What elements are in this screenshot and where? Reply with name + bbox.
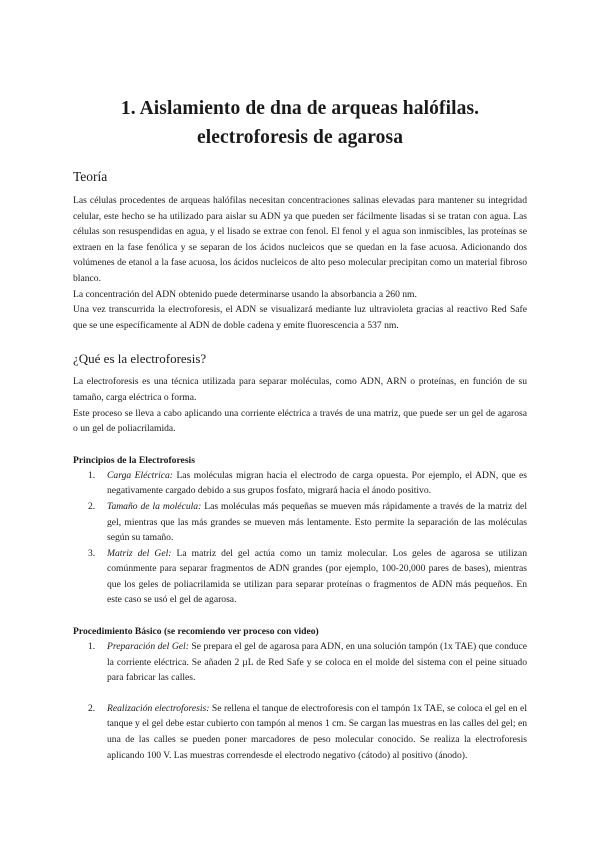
- list-item: [88, 701, 527, 763]
- list-item: [88, 639, 527, 686]
- teoria-paragraph-2: La concentración del ADN obtenido puede determinarse usando la absorbancia a 260 nm.: [73, 288, 417, 300]
- electroforesis-heading: ¿Qué es la electroforesis?: [73, 351, 207, 367]
- page-title: [73, 0, 527, 152]
- teoria-heading: Teoría: [73, 169, 108, 184]
- principios-heading: Principios de la Electroforesis: [73, 454, 195, 466]
- list-number: 3.: [88, 547, 96, 559]
- list-item-text: Se rellena el tanque de electroforesis con el tampón 1x TAE, se coloca el gel en el tanque y el gel debe estar cubierto con tampón al menos 1 cm. Se cargan las muestras en las calles del gel; en una de las calles se pueden poner marcadores de peso molecular conocido. Se realiza la electroforesis aplicando 100 V. Las muestras correndesde el electrodo negativo (cátodo) al positivo (ánodo).: [107, 702, 527, 761]
- list-number: 1.: [88, 469, 96, 481]
- list-item-label: Realización electroforesis:: [107, 702, 210, 714]
- list-item-text: Las moléculas más pequeñas se mueven más rápidamente a través de la matriz del gel, mientras que las más grandes se mueven más lentamente. Esto permite la separación de las moléculas según su tamaño.: [107, 500, 527, 544]
- teoria-paragraph-3: Una vez transcurrida la electroforesis, el ADN se visualizará mediante luz ultravioleta gracias al reactivo Red Safe que se une específicamente al ADN de doble cadena y emite fluorescencia a 537 nm.: [73, 304, 527, 331]
- procedimiento-list: [73, 639, 527, 763]
- list-number: 2.: [88, 702, 96, 714]
- list-item: [88, 499, 527, 546]
- list-item-label: Matriz del Gel:: [107, 547, 172, 559]
- list-number: 1.: [88, 641, 96, 653]
- principios-list: [73, 468, 527, 608]
- list-item: [88, 468, 527, 499]
- list-number: 2.: [88, 500, 96, 512]
- list-item-text: Se prepara el gel de agarosa para ADN, en una solución tampón (1x TAE) que conduce la corriente eléctrica. Se añaden 2 µL de Red Safe y se coloca en el molde del sistema con el peine situado para fabricar las calles.: [107, 641, 527, 684]
- title-line-2: electroforesis de agarosa: [196, 127, 404, 148]
- list-item-label: Carga Eléctrica:: [107, 469, 173, 481]
- list-item-text: Las moléculas migran hacia el electrodo de carga opuesta. Por ejemplo, el ADN, que es negativamente cargado debido a sus grupos fosfato, migrará hacia el ánodo positivo.: [107, 469, 527, 497]
- title-line-1: 1. Aislamiento de dna de arqueas halófilas.: [120, 98, 480, 119]
- procedimiento-heading: Procedimiento Básico (se recomiendo ver proceso con video): [73, 626, 319, 638]
- list-item-label: Preparación del Gel:: [107, 641, 189, 653]
- teoria-paragraph-1: Las células procedentes de arqueas halófilas necesitan concentraciones salinas elevadas para mantener su integridad celular, este hecho se ha utilizado para aislar su ADN ya que pueden ser fácilmente lisadas si se tratan con agua. Las células son resuspendidas en agua, y el lisado se extrae con fenol. El fenol y el agua son inmiscibles, las proteínas se extraen en la fase fenólica y se separan de los ácidos nucleicos que se quedan en la fase acuosa. Adicionando dos volúmenes de etanol a la fase acuosa, los ácidos nucleicos de alto peso molecular precipitan como un material fibroso blanco.: [73, 195, 527, 284]
- list-item-text: La matriz del gel actúa como un tamiz molecular. Los geles de agarosa se utilizan comúnmente para separar fragmentos de ADN grandes (por ejemplo, 100-20,000 pares de bases), mientras que los geles de poliacrilamida se utilizan para separar proteínas o fragmentos de ADN más pequeños. En este caso se usó el gel de agarosa.: [107, 547, 527, 606]
- list-item: [88, 546, 527, 608]
- electroforesis-paragraph-2: Este proceso se lleva a cabo aplicando una corriente eléctrica a través de una matriz, que puede ser un gel de agarosa o un gel de poliacrilamida.: [73, 407, 527, 435]
- electroforesis-paragraph-1: La electroforesis es una técnica utilizada para separar moléculas, como ADN, ARN o proteínas, en función de su tamaño, carga eléctrica o forma.: [73, 376, 527, 403]
- list-item-label: Tamaño de la molécula:: [107, 500, 202, 512]
